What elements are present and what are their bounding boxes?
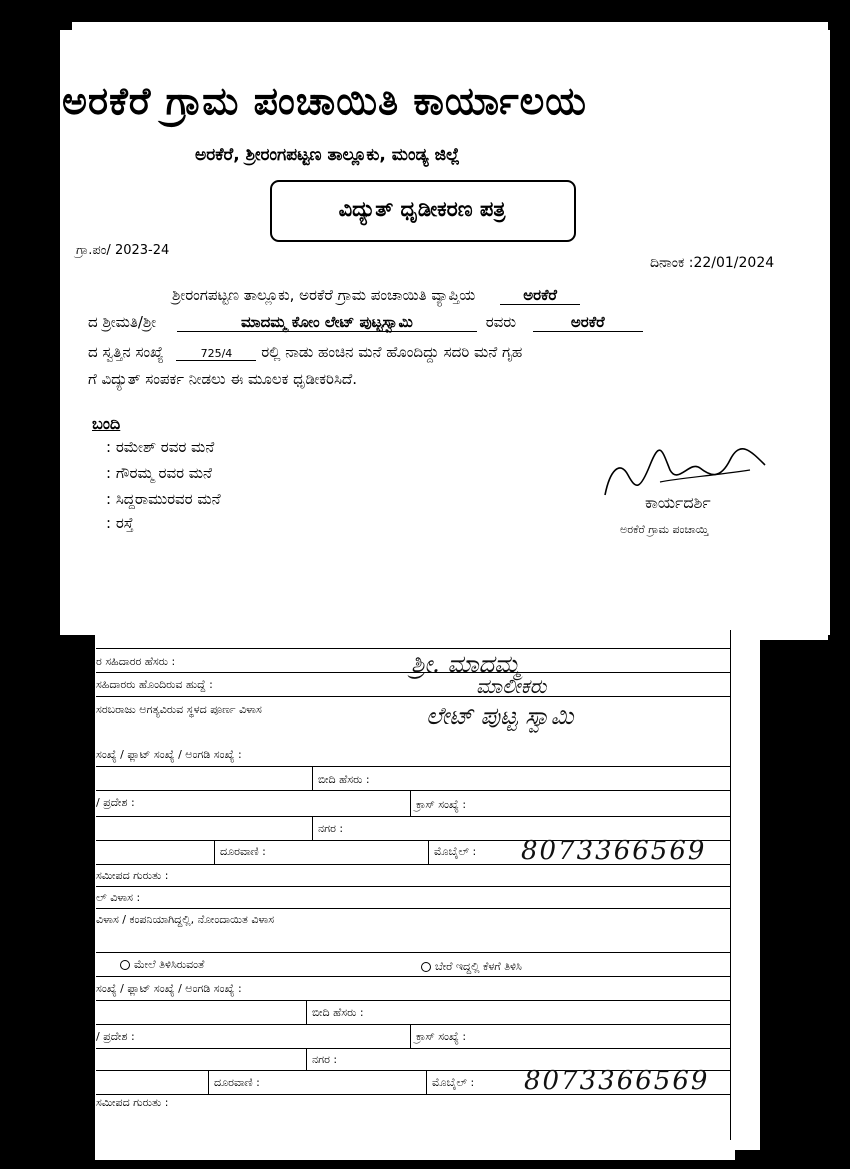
cross-label-2: ಕ್ರಾಸ್ ಸಂಖ್ಯೆ : <box>416 1030 467 1043</box>
issue-date <box>650 255 774 271</box>
mobile-label: ಮೊಬೈಲ್ : <box>434 845 477 858</box>
area-label: / ಪ್ರದೇಶ : <box>96 796 135 809</box>
body-line-1 <box>172 286 580 305</box>
form-divider <box>312 816 313 840</box>
form-rule <box>96 864 730 865</box>
scan-edge-right <box>828 0 850 640</box>
radio-other-address[interactable] <box>421 962 431 972</box>
form-divider <box>306 1048 307 1070</box>
body-line-3-suffix: ರಲ್ಲಿ ನಾಡು ಹಂಚಿನ ಮನೆ ಹೊಂದಿದ್ದು ಸದರಿ ಮನೆ ಗೃಹ <box>261 343 523 361</box>
boundary-north: : ಸಿದ್ದರಾಮುರವರ ಮನೆ <box>106 490 221 508</box>
landmark-label-2: ಸಮೀಪದ ಗುರುತು : <box>96 1096 169 1109</box>
boundaries-heading: ಬಂದಿ <box>92 414 121 433</box>
office-address: ಅರಕೆರೆ, ಶ್ರೀರಂಗಪಟ್ಟಣ ತಾಲ್ಲೂಕು, ಮಂಡ್ಯ ಜಿಲ್ಲೆ <box>195 145 460 165</box>
body-line-3-prefix: ದ ಸ್ವತ್ತಿನ ಸಂಖ್ಯೆ <box>88 343 164 361</box>
boundary-east: : ರಮೇಶ್ ರವರ ಮನೆ <box>106 438 215 456</box>
applicant-name-handwritten: ಶ್ರೀ. ಮಾದಮ್ಮ <box>411 650 521 678</box>
form-right-border <box>730 630 731 1140</box>
option-other-address[interactable] <box>421 960 522 974</box>
option-other-label: ಬೇರೆ ಇದ್ದಲ್ಲಿ ಕೆಳಗೆ ತಿಳಿಸಿ <box>435 960 522 973</box>
body-line-2-prefix: ದ ಶ್ರೀಮತಿ/ಶ್ರೀ <box>88 313 157 331</box>
date-value: :22/01/2024 <box>688 255 775 271</box>
form-rule <box>96 908 730 909</box>
body-line-4: ಗೆ ವಿದ್ಯುತ್ ಸಂಪರ್ಕ ನೀಡಲು ಈ ಮೂಲಕ ಧೃಡೀಕರಿಸಿದೆ. <box>88 370 357 388</box>
city-label: ನಗರ : <box>318 822 344 835</box>
boundary-west: : ಗೌರಮ್ಮ ರವರ ಮನೆ <box>106 464 212 482</box>
form-divider <box>410 790 411 816</box>
form-rule <box>96 816 730 817</box>
form-divider <box>428 840 429 864</box>
form-rule <box>96 976 730 977</box>
phone-label-2: ದೂರವಾಣಿ : <box>214 1076 260 1089</box>
form-rule <box>96 672 730 673</box>
cross-label: ಕ್ರಾಸ್ ಸಂಖ್ಯೆ : <box>416 798 467 811</box>
option-same-label: ಮೇಲೆ ತಿಳಿಸಿರುವಂತೆ <box>134 958 205 971</box>
form-divider <box>312 766 313 790</box>
certificate-title: ವಿದ್ಯುತ್ ಧೃಡೀಕರಣ ಪತ್ರ <box>338 197 506 221</box>
option-same-address[interactable] <box>120 958 204 972</box>
body-line-1-text: ಶ್ರೀರಂಗಪಟ್ಟಣ ತಾಲ್ಲೂಕು, ಅರಕೆರೆ ಗ್ರಾಮ ಪಂಚಾಯಿತಿ ವ್ಯಾಪ್ತಿಯ <box>172 286 476 304</box>
city-label-2: ನಗರ : <box>312 1053 338 1066</box>
scan-edge-top <box>0 0 850 22</box>
form-divider <box>426 1070 427 1094</box>
reference-number <box>76 243 169 258</box>
boundary-south: : ರಸ್ತೆ <box>106 514 134 532</box>
designation-handwritten: ಮಾಲೀಕರು <box>476 674 547 698</box>
form-divider <box>306 1000 307 1024</box>
form-divider <box>410 1024 411 1048</box>
panchayat-office: ಅರಕೆರೆ ಗ್ರಾಮ ಪಂಚಾಯ್ತಿ <box>620 523 709 536</box>
body-line-3 <box>88 343 522 361</box>
area-label-2: / ಪ್ರದೇಶ : <box>96 1030 135 1043</box>
date-label: ದಿನಾಂಕ <box>650 255 685 271</box>
mobile-handwritten-2: 8073366569 <box>524 1066 710 1096</box>
village-name: ಅರಕೆರೆ <box>500 286 580 305</box>
village-name-2: ಅರಕೆರೆ <box>533 313 643 332</box>
applicant-name-label: ರ ಸಹಿದಾರರ ಹೆಸರು : <box>96 655 176 668</box>
scan-edge-right-lower <box>760 640 850 1169</box>
designation-label: ಸಹಿದಾರರು ಹೊಂದಿರುವ ಹುದ್ದೆ : <box>96 678 213 691</box>
form-rule <box>96 952 730 953</box>
form-rule <box>96 1000 730 1001</box>
email-label: ಲ್ ವಿಳಾಸ : <box>96 891 141 904</box>
form-divider <box>208 1070 209 1094</box>
street-label-2: ಬೀದಿ ಹೆಸರು : <box>312 1006 364 1019</box>
body-line-2 <box>88 313 643 332</box>
form-rule <box>96 790 730 791</box>
form-top-rule <box>96 648 730 649</box>
form-divider <box>214 840 215 864</box>
landmark-label: ಸಮೀಪದ ಗುರುತು : <box>96 869 169 882</box>
form-rule <box>96 886 730 887</box>
applicant-name: ಮಾದಮ್ಮ ಕೋಂ ಲೇಟ್ ಪುಟ್ಟಸ್ವಾಮಿ <box>177 313 477 332</box>
mobile-handwritten: 8073366569 <box>521 836 707 866</box>
reference-value: 2023-24 <box>114 243 170 258</box>
form-rule <box>96 1024 730 1025</box>
street-label: ಬೀದಿ ಹೆಸರು : <box>318 773 370 786</box>
mobile-label-2: ಮೊಬೈಲ್ : <box>432 1076 475 1089</box>
radio-same-address[interactable] <box>120 960 130 970</box>
property-number: 725/4 <box>176 347 256 361</box>
house-number-label: ಸಂಖ್ಯೆ / ಫ್ಲಾಟ್ ಸಂಖ್ಯೆ / ಅಂಗಡಿ ಸಂಖ್ಯೆ : <box>96 748 242 761</box>
form-rule <box>96 1048 730 1049</box>
house-number-label-2: ಸಂಖ್ಯೆ / ಫ್ಲಾಟ್ ಸಂಖ್ಯೆ / ಅಂಗಡಿ ಸಂಖ್ಯೆ : <box>96 982 242 995</box>
form-rule <box>96 766 730 767</box>
form-rule <box>96 696 730 697</box>
secretary-title: ಕಾರ್ಯದರ್ಶಿ <box>645 493 711 512</box>
form-rule <box>96 1094 730 1095</box>
supply-address-handwritten: ಲೇಟ್ ಪುಟ್ಟ ಸ್ವಾಮಿ <box>426 702 574 730</box>
supply-address-label: ಸರಬರಾಜು ಅಗತ್ಯವಿರುವ ಸ್ಥಳದ ಪೂರ್ಣ ವಿಳಾಸ <box>96 703 262 716</box>
phone-label: ದೂರವಾಣಿ : <box>220 845 266 858</box>
secretary-signature <box>600 440 770 500</box>
office-title: ಅರಕೆರೆ ಗ್ರಾಮ ಪಂಚಾಯಿತಿ ಕಾರ್ಯಾಲಯ <box>62 78 588 123</box>
communication-address-label: ವಿಳಾಸ / ಕಂಪನಿಯಾಗಿದ್ದಲ್ಲಿ, ನೋಂದಾಯಿತ ವಿಳಾಸ <box>96 913 275 926</box>
body-line-2-mid: ರವರು <box>485 313 516 331</box>
reference-label: ಗ್ರಾ.ಪಂ/ <box>76 243 111 258</box>
